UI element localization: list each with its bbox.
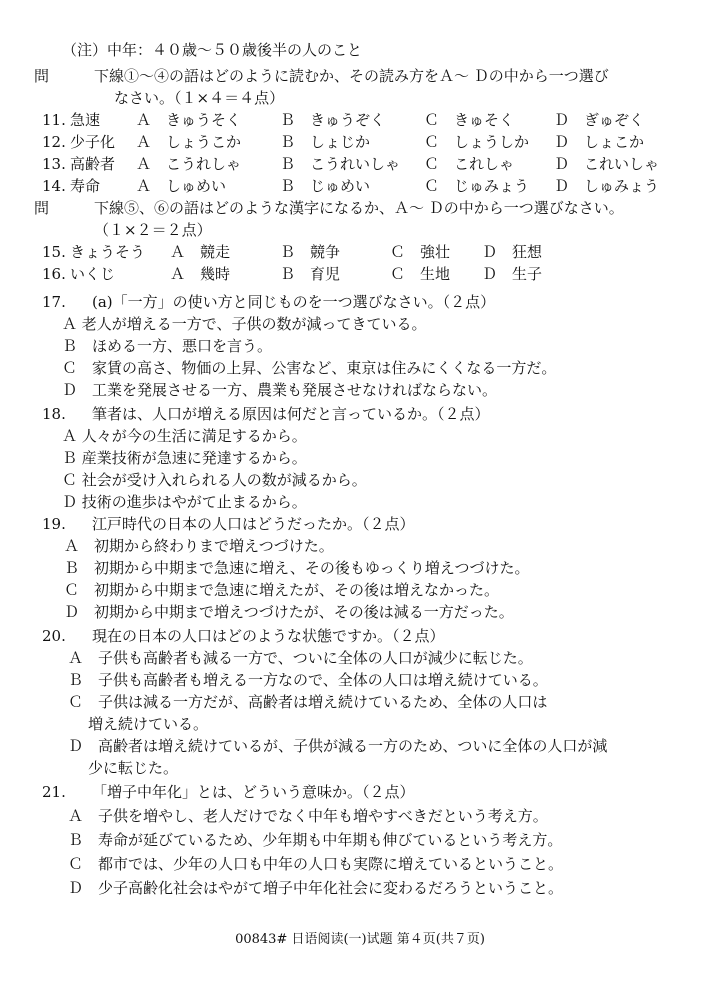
section2-instruction-line2: （１×２＝２点） [94, 221, 212, 239]
question-word: いくじ [70, 265, 116, 283]
question-number: 15. [42, 243, 66, 261]
question-18-stem: 筆者は、人口が増える原因は何だと言っているか。（２点） [92, 405, 490, 423]
option-d[interactable]: Ｄ 生子 [482, 265, 543, 283]
option-c[interactable]: Ｃ しょうしか [424, 133, 530, 151]
question-14 [42, 176, 702, 196]
question-18-option-a[interactable]: Ａ 人々が今の生活に満足するから。 [62, 427, 307, 445]
section1-label: 問 [34, 67, 50, 85]
section1-instruction-line1: 下線①〜④の語はどのように読むか、その読み方をＡ〜 Ｄの中から一つ選び [94, 67, 609, 85]
option-c[interactable]: Ｃ じゅみょう [424, 177, 530, 195]
question-20-option-d-cont: 少に転じた。 [88, 759, 179, 777]
question-number: 11. [42, 111, 66, 129]
question-19-stem: 江戸時代の日本の人口はどうだったか。（２点） [92, 515, 415, 533]
question-word: きょうそう [70, 243, 146, 261]
question-19-option-b[interactable]: Ｂ 初期から中期まで急速に増え、その後もゆっくり増えつづけた。 [64, 559, 530, 577]
question-21-option-d[interactable]: Ｄ 少子高齢化社会はやがて増子中年化社会に変わるだろうということ。 [68, 879, 564, 897]
question-17-option-d[interactable]: Ｄ 工業を発展させる一方、農業も発展させなければならない。 [62, 381, 498, 399]
question-19-option-c[interactable]: Ｃ 初期から中期まで急速に増えたが、その後は増えなかった。 [64, 581, 500, 599]
question-21-option-c[interactable]: Ｃ 都市では、少年の人口も中年の人口も実際に増えているということ。 [68, 855, 564, 873]
question-number: 14. [42, 177, 66, 195]
section1-instruction-line2: なさい。（１×４＝４点） [114, 89, 285, 107]
question-18-number: 18. [42, 405, 66, 423]
question-20-number: 20. [42, 627, 66, 645]
question-18-option-b[interactable]: Ｂ 産業技術が急速に発達するから。 [62, 449, 307, 467]
option-d[interactable]: Ｄ しゅみょう [554, 177, 660, 195]
question-word: 寿命 [70, 177, 101, 195]
question-20-option-c-cont: 増え続けている。 [88, 715, 209, 733]
page-footer: 00843# 日语阅读(一)试题 第４页(共７页) [235, 932, 485, 947]
question-word: 高齢者 [70, 155, 116, 173]
option-a[interactable]: Ａ しょうこか [136, 133, 242, 151]
question-11 [42, 110, 702, 130]
question-17-option-c[interactable]: Ｃ 家賃の高さ、物価の上昇、公害など、東京は住みにくくなる一方だ。 [62, 359, 557, 377]
question-17-option-a[interactable]: Ａ 老人が増える一方で、子供の数が減ってきている。 [62, 315, 427, 333]
question-20-option-c[interactable]: Ｃ 子供は減る一方だが、高齢者は増え続けているため、全体の人口は [68, 693, 548, 711]
question-21-option-b[interactable]: Ｂ 寿命が延びているため、少年期も中年期も伸びているという考え方。 [68, 831, 563, 849]
section2-instruction-line1: 下線⑤、⑥の語はどのような漢字になるか、Ａ〜 Ｄの中から一つ選びなさい。 [94, 199, 624, 217]
question-number: 12. [42, 133, 66, 151]
question-21-stem: 「増子中年化」とは、どういう意味か。（２点） [92, 783, 415, 801]
question-13 [42, 154, 702, 174]
question-19-option-a[interactable]: Ａ 初期から終わりまで増えつづけた。 [64, 537, 334, 555]
section2-label: 問 [34, 199, 50, 217]
option-d[interactable]: Ｄ これいしゃ [554, 155, 660, 173]
question-16 [42, 264, 702, 284]
question-number: 16. [42, 265, 66, 283]
option-b[interactable]: Ｂ じゅめい [280, 177, 371, 195]
question-17-stem: (a)「一方」の使い方と同じものを一つ選びなさい。（２点） [92, 293, 496, 311]
option-c[interactable]: Ｃ 強壮 [390, 243, 451, 261]
option-b[interactable]: Ｂ 競争 [280, 243, 341, 261]
option-b[interactable]: Ｂ こうれいしゃ [280, 155, 401, 173]
option-d[interactable]: Ｄ しょこか [554, 133, 645, 151]
question-word: 急速 [70, 111, 101, 129]
option-a[interactable]: Ａ 競走 [170, 243, 231, 261]
option-b[interactable]: Ｂ 育児 [280, 265, 341, 283]
question-17-option-b[interactable]: Ｂ ほめる一方、悪口を言う。 [62, 337, 273, 355]
option-a[interactable]: Ａ 幾時 [170, 265, 231, 283]
question-12 [42, 132, 702, 152]
option-c[interactable]: Ｃ きゅそく [424, 111, 515, 129]
option-d[interactable]: Ｄ 狂想 [482, 243, 543, 261]
option-c[interactable]: Ｃ これしゃ [424, 155, 515, 173]
option-b[interactable]: Ｂ しょじか [280, 133, 371, 151]
question-21-number: 21. [42, 783, 66, 801]
option-a[interactable]: Ａ きゅうそく [136, 111, 242, 129]
question-18-option-d[interactable]: Ｄ 技術の進歩はやがて止まるから。 [62, 493, 307, 511]
option-c[interactable]: Ｃ 生地 [390, 265, 451, 283]
option-b[interactable]: Ｂ きゅうぞく [280, 111, 386, 129]
question-20-option-d[interactable]: Ｄ 高齢者は増え続けているが、子供が減る一方のため、ついに全体の人口が減 [68, 737, 608, 755]
question-17-number: 17. [42, 293, 66, 311]
question-word: 少子化 [70, 133, 116, 151]
note-text: （注）中年：４０歳〜５０歳後半の人のこと [62, 41, 363, 59]
question-20-option-b[interactable]: Ｂ 子供も高齢者も増える一方なので、全体の人口は増え続けている。 [68, 671, 548, 689]
question-19-number: 19. [42, 515, 66, 533]
option-a[interactable]: Ａ こうれしゃ [136, 155, 242, 173]
option-d[interactable]: Ｄ ぎゅぞく [554, 111, 645, 129]
question-19-option-d[interactable]: Ｄ 初期から中期まで増えつづけたが、その後は減る一方だった。 [64, 603, 514, 621]
question-15 [42, 242, 702, 262]
question-20-stem: 現在の日本の人口はどのような状態ですか。（２点） [92, 627, 445, 645]
question-20-option-a[interactable]: Ａ 子供も高齢者も減る一方で、ついに全体の人口が減少に転じた。 [68, 649, 533, 667]
question-number: 13. [42, 155, 66, 173]
question-21-option-a[interactable]: Ａ 子供を増やし、老人だけでなく中年も増やすべきだという考え方。 [68, 807, 548, 825]
question-18-option-c[interactable]: Ｃ 社会が受け入れられる人の数が減るから。 [62, 471, 367, 489]
option-a[interactable]: Ａ しゅめい [136, 177, 227, 195]
